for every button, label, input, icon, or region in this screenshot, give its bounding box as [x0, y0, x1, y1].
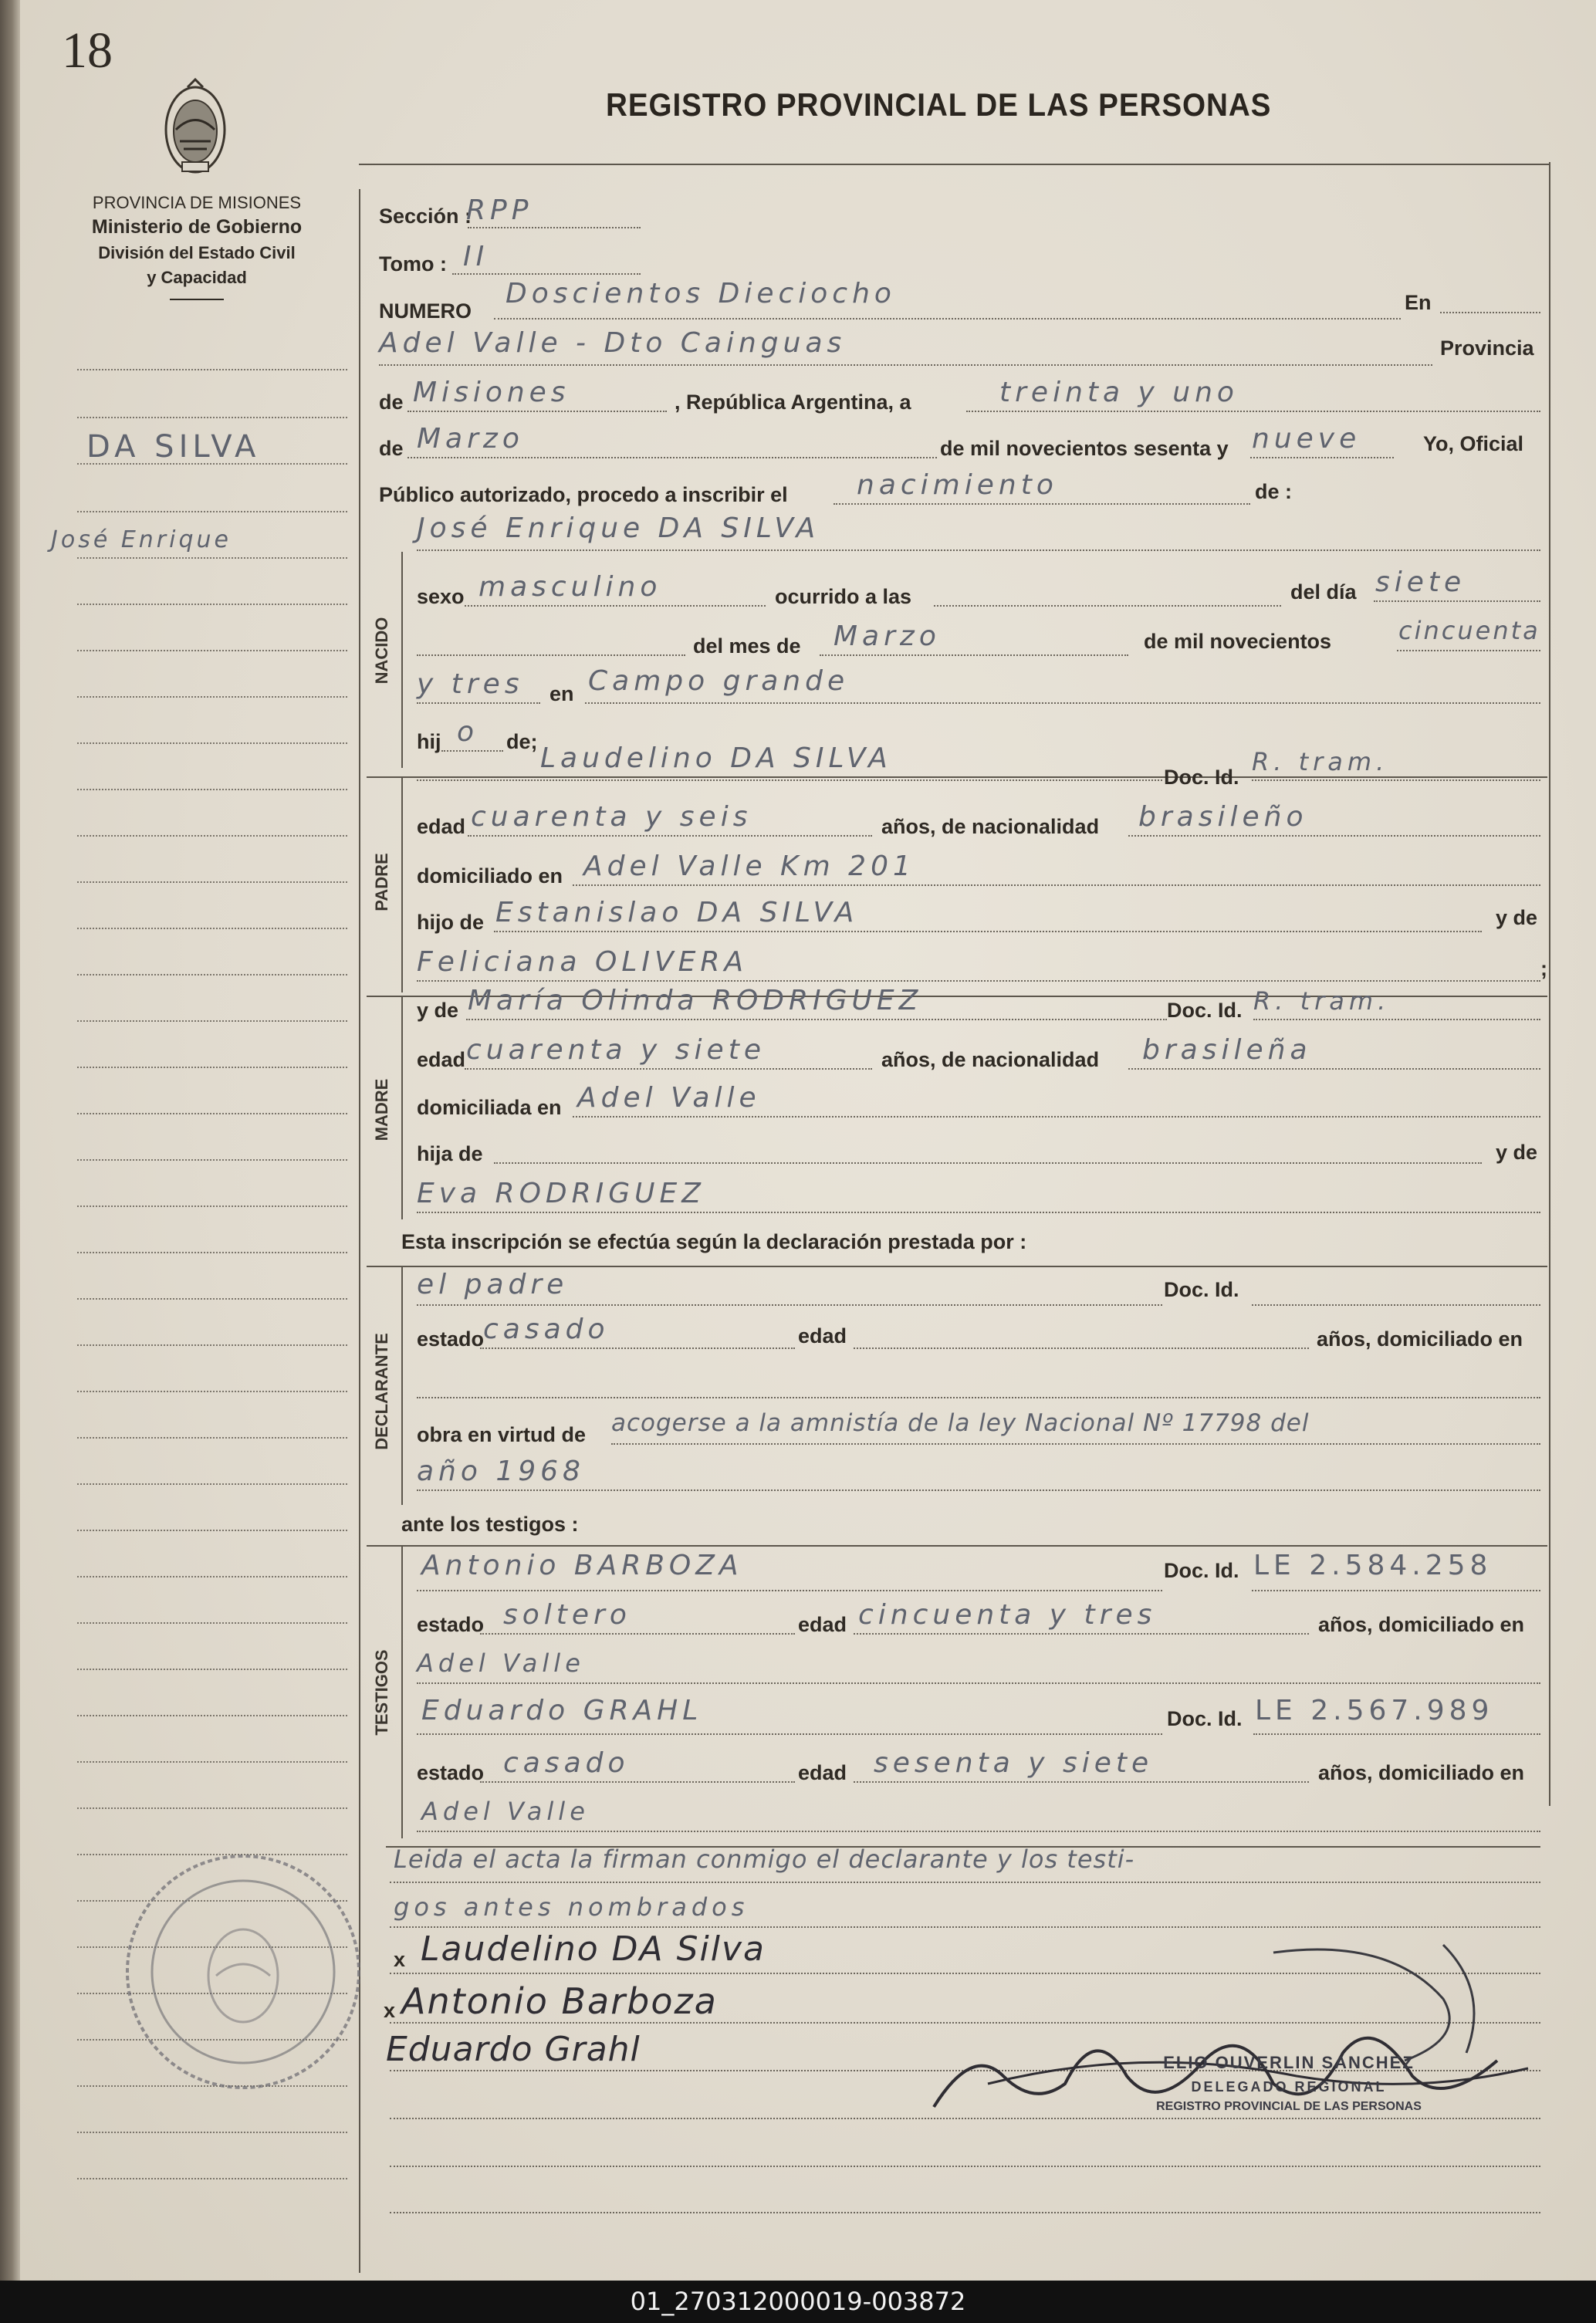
- madre-bracket: [401, 996, 403, 1219]
- nacido-full-name: José Enrique DA SILVA: [417, 512, 820, 544]
- numero-label: NUMERO: [379, 299, 472, 323]
- officer-agency: REGISTRO PROVINCIAL DE LAS PERSONAS: [1156, 2100, 1422, 2113]
- margin-line: [77, 557, 347, 559]
- margin-line: [77, 835, 347, 837]
- authority-rule: [170, 299, 224, 300]
- declarante-obra-value: acogerse a la amnistía de la ley Nacional Nº 17798 del: [611, 1409, 1310, 1437]
- padre-edad-label: edad: [417, 815, 466, 838]
- en-label: En: [1405, 291, 1432, 314]
- lugar-value: Campo grande: [588, 665, 850, 697]
- de3-label: de :: [1255, 480, 1293, 503]
- madre-edad-label: edad: [417, 1048, 466, 1071]
- w1-edad-label: edad: [798, 1613, 847, 1636]
- margin-line: [77, 1483, 347, 1485]
- numero-value: Doscientos Dieciocho: [506, 278, 896, 309]
- section-divider: [367, 776, 1547, 778]
- sexo-value: masculino: [478, 571, 662, 603]
- margin-line: [77, 417, 347, 418]
- signature-grahl: Eduardo Grahl: [386, 2030, 641, 2069]
- w2-edad-label: edad: [798, 1761, 847, 1784]
- margin-line: [77, 2132, 347, 2133]
- margin-line: [77, 2178, 347, 2179]
- margin-surname: DA SILVA: [86, 429, 261, 465]
- declarante-edad-label: edad: [798, 1324, 847, 1347]
- authority-block: [62, 193, 332, 300]
- provincial-seal-icon: [161, 76, 230, 180]
- padre-dom-label: domiciliado en: [417, 864, 563, 888]
- top-rule: [359, 164, 1549, 165]
- day-value: treinta y uno: [999, 377, 1239, 408]
- padre-name: Laudelino DA SILVA: [540, 742, 892, 774]
- place-value: Adel Valle - Dto Cainguas: [379, 327, 847, 359]
- margin-line: [77, 1159, 347, 1161]
- margin-line: [77, 881, 347, 883]
- w2-estado: casado: [503, 1747, 630, 1779]
- declarante-obra-value2: año 1968: [417, 1456, 585, 1487]
- w2-estado-label: estado: [417, 1761, 485, 1784]
- padre-mother-value: Feliciana OLIVERA: [417, 946, 749, 978]
- registry-round-stamp-icon: [116, 1845, 370, 2099]
- margin-given-names: José Enrique: [51, 526, 232, 553]
- seccion-value: RPP: [466, 194, 533, 226]
- madre-mother-value: Eva RODRIGUEZ: [417, 1178, 705, 1209]
- page-number: 18: [62, 22, 113, 79]
- hijo-label: hij: [417, 730, 441, 753]
- margin-line: [77, 1344, 347, 1346]
- madre-name: María Olinda RODRIGUEZ: [468, 985, 923, 1016]
- madre-y-de2-label: y de: [1496, 1141, 1538, 1164]
- margin-line: [77, 789, 347, 790]
- margin-line: [77, 1807, 347, 1809]
- nacido-en-label: en: [549, 682, 574, 705]
- padre-hijo-de-label: hijo de: [417, 911, 484, 934]
- provincia-label: Provincia: [1440, 336, 1534, 360]
- w2-edad: sesenta y siete: [874, 1747, 1154, 1779]
- declarante-dom-label: años, domiciliado en: [1317, 1327, 1523, 1351]
- declarante-intro: Esta inscripción se efectúa según la declaración prestada por :: [401, 1230, 1027, 1253]
- year-label: de mil novecientos sesenta y: [940, 437, 1229, 460]
- w1-doc: LE 2.584.258: [1253, 1550, 1493, 1581]
- madre-dom-value: Adel Valle: [577, 1082, 761, 1114]
- signature-mark2: x: [384, 1999, 396, 2022]
- declarante-estado-label: estado: [417, 1327, 485, 1351]
- padre-doc-label: Doc. Id.: [1164, 766, 1239, 789]
- margin-line: [77, 650, 347, 651]
- authority-line1: PROVINCIA DE MISIONES: [92, 193, 302, 212]
- margin-line: [77, 1715, 347, 1716]
- mes-value: Marzo: [834, 620, 941, 652]
- ocurrido-label: ocurrido a las: [775, 585, 912, 608]
- closing-line2: gos antes nombrados: [394, 1892, 749, 1922]
- declarante-obra-label: obra en virtud de: [417, 1423, 587, 1446]
- padre-nac-label: años, de nacionalidad: [881, 815, 1100, 838]
- margin-line: [77, 1437, 347, 1439]
- tomo-value: II: [463, 241, 489, 272]
- signature-barboza: Antonio Barboza: [401, 1980, 718, 2022]
- margin-line: [77, 928, 347, 929]
- padre-doc-value: R. tram.: [1252, 747, 1389, 776]
- signature-laudelino: Laudelino DA Silva: [421, 1929, 766, 1969]
- authority-line3: División del Estado Civil: [98, 243, 296, 262]
- officer-stamp: [1096, 2053, 1482, 2114]
- w1-estado-label: estado: [417, 1613, 485, 1636]
- madre-edad-value: cuarenta y siete: [466, 1034, 766, 1066]
- provincia-value: Misiones: [413, 377, 570, 408]
- margin-line: [77, 511, 347, 512]
- padre-nac-value: brasileño: [1138, 801, 1308, 833]
- padre-bracket: [401, 776, 403, 992]
- madre-nac-value: brasileña: [1142, 1034, 1312, 1066]
- declarante-doc-label: Doc. Id.: [1164, 1278, 1239, 1301]
- w2-doc: LE 2.567.989: [1255, 1695, 1494, 1726]
- officer-name: ELIO OUVERLIN SANCHEZ: [1163, 2053, 1415, 2072]
- anio-value2: y tres: [417, 668, 524, 700]
- margin-line: [77, 369, 347, 370]
- scan-footer-id: 01_270312000019-003872: [630, 2287, 966, 2316]
- madre-label: MADRE: [372, 1078, 391, 1141]
- month-value: Marzo: [417, 423, 524, 455]
- padre-label: PADRE: [372, 853, 391, 911]
- testigos-bracket: [401, 1545, 403, 1838]
- book-binding: [0, 0, 20, 2323]
- margin-line: [77, 1067, 347, 1068]
- tomo-label: Tomo :: [379, 252, 447, 276]
- mes-label: del mes de: [693, 634, 801, 658]
- padre-y-de-label: y de: [1496, 906, 1538, 929]
- acto-value: nacimiento: [857, 469, 1058, 501]
- madre-nac-label: años, de nacionalidad: [881, 1048, 1100, 1071]
- republica-label: , República Argentina, a: [675, 391, 911, 414]
- padre-edad-value: cuarenta y seis: [471, 801, 752, 833]
- w1-dom-label: años, domiciliado en: [1318, 1613, 1525, 1636]
- authority-line2: Ministerio de Gobierno: [91, 216, 303, 238]
- w2-name: Eduardo GRAHL: [421, 1695, 703, 1726]
- margin-line: [77, 1391, 347, 1392]
- nacido-label: NACIDO: [372, 617, 391, 685]
- margin-line: [77, 1622, 347, 1624]
- w1-doc-label: Doc. Id.: [1164, 1559, 1239, 1582]
- declarante-label: DECLARANTE: [372, 1333, 391, 1450]
- mil-label: de mil novecientos: [1144, 630, 1332, 653]
- w2-dom: Adel Valle: [421, 1797, 590, 1826]
- hijo-suffix: o: [457, 716, 479, 748]
- w1-dom: Adel Valle: [417, 1648, 585, 1678]
- margin-line: [77, 974, 347, 976]
- authority-line4: y Capacidad: [147, 268, 247, 287]
- padre-father-value: Estanislao DA SILVA: [495, 897, 859, 928]
- declarante-estado-value: casado: [483, 1314, 610, 1345]
- right-rule: [1549, 162, 1550, 1806]
- w1-estado: soltero: [503, 1599, 631, 1631]
- testigos-label: TESTIGOS: [372, 1649, 391, 1736]
- nacido-bracket: [401, 552, 403, 768]
- madre-hija-de-label: hija de: [417, 1142, 483, 1165]
- margin-line: [77, 1761, 347, 1763]
- margin-line: [77, 604, 347, 605]
- margin-line: [77, 1252, 347, 1253]
- seccion-label: Sección :: [379, 205, 472, 228]
- dia-value: siete: [1375, 566, 1466, 598]
- del-dia-label: del día: [1290, 580, 1357, 604]
- de2-label: de: [379, 437, 404, 460]
- madre-doc-label: Doc. Id.: [1167, 999, 1243, 1022]
- anio-value1: cincuenta: [1398, 616, 1540, 645]
- testigos-intro: ante los testigos :: [401, 1513, 579, 1536]
- padre-dom-value: Adel Valle Km 201: [583, 850, 915, 882]
- w2-doc-label: Doc. Id.: [1167, 1707, 1243, 1730]
- year-value: nueve: [1252, 423, 1361, 455]
- margin-line: [77, 1298, 347, 1300]
- margin-line: [77, 1020, 347, 1022]
- publico-label: Público autorizado, procedo a inscribir el: [379, 483, 788, 506]
- page-title: REGISTRO PROVINCIAL DE LAS PERSONAS: [606, 86, 1272, 123]
- hijo-de-label: de;: [506, 730, 538, 753]
- madre-doc-value: R. tram.: [1253, 986, 1391, 1016]
- margin-line: [77, 1669, 347, 1670]
- margin-line: [77, 1113, 347, 1114]
- margin-line: [77, 1205, 347, 1207]
- signature-mark1: x: [394, 1948, 406, 1971]
- madre-dom-label: domiciliada en: [417, 1096, 562, 1119]
- margin-line: [77, 1530, 347, 1531]
- oficial-label: Yo, Oficial: [1423, 432, 1524, 455]
- w1-edad: cincuenta y tres: [858, 1599, 1157, 1631]
- closing-line1: Leida el acta la firman conmigo el declarante y los testi-: [394, 1845, 1135, 1874]
- declarante-name: el padre: [417, 1269, 569, 1300]
- declarante-bracket: [401, 1266, 403, 1505]
- section-divider: [367, 1545, 1547, 1547]
- margin-line: [77, 696, 347, 698]
- officer-role: DELEGADO REGIONAL: [1191, 2079, 1387, 2095]
- w2-dom-label: años, domiciliado en: [1318, 1761, 1525, 1784]
- de-label: de: [379, 391, 404, 414]
- margin-line: [77, 742, 347, 744]
- section-divider: [367, 1266, 1547, 1267]
- margin-line: [77, 1576, 347, 1577]
- padre-semicolon: ;: [1540, 957, 1547, 980]
- sexo-label: sexo: [417, 585, 465, 608]
- madre-y-de-label: y de: [417, 999, 459, 1022]
- w1-name: Antonio BARBOZA: [421, 1550, 743, 1581]
